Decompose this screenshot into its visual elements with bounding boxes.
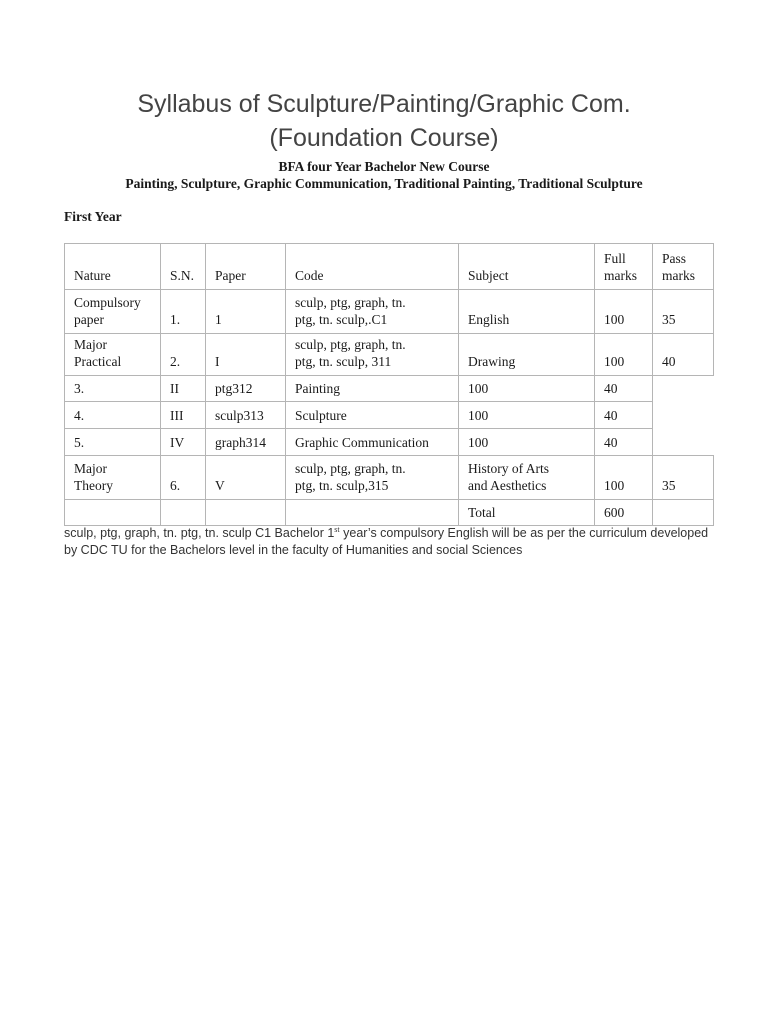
table-cell: 100 <box>594 289 653 334</box>
total-label: Total <box>458 499 595 526</box>
table-cell <box>160 499 206 526</box>
table-cell: Drawing <box>458 333 595 376</box>
header-full-marks: Full marks <box>594 243 653 290</box>
table-cell: III <box>160 401 206 429</box>
table-cell: II <box>160 375 206 402</box>
table-row-nature: Compulsory paper <box>64 289 161 334</box>
table-cell: IV <box>160 428 206 456</box>
table-cell: 2. <box>160 333 206 376</box>
table-cell <box>652 499 714 526</box>
table-cell: History of Arts and Aesthetics <box>458 455 595 500</box>
table-cell: 100 <box>458 401 595 429</box>
table-row-nature: Major Theory <box>64 455 161 500</box>
table-cell: graph314 <box>205 428 286 456</box>
year-label: First Year <box>64 209 122 224</box>
table-cell: Sculpture <box>285 401 459 429</box>
table-cell: 1 <box>205 289 286 334</box>
table-cell: sculp, ptg, graph, tn. ptg, tn. sculp,315 <box>285 455 459 500</box>
table-cell: 40 <box>594 375 653 402</box>
table-cell: 35 <box>652 455 714 500</box>
table-cell: V <box>205 455 286 500</box>
course-subtitle: BFA four Year Bachelor New Course <box>278 159 490 174</box>
table-cell: English <box>458 289 595 334</box>
table-cell: 35 <box>652 289 714 334</box>
table-cell: 5. <box>64 428 161 456</box>
page-title-line2: (Foundation Course) <box>269 124 499 152</box>
table-cell: 100 <box>594 455 653 500</box>
table-cell: 3. <box>64 375 161 402</box>
table-cell: 40 <box>594 428 653 456</box>
footnote: sculp, ptg, graph, tn. ptg, tn. sculp C1 Bachelor 1st year’s compulsory English will be as per the curriculum developed by CDC TU for the Bachelors level in the faculty of Humanities and social Sciences <box>64 524 709 557</box>
table-cell: sculp, ptg, graph, tn. ptg, tn. sculp, 311 <box>285 333 459 376</box>
table-cell <box>285 499 459 526</box>
table-cell: Painting <box>285 375 459 402</box>
header-paper: Paper <box>205 243 286 290</box>
table-cell: 100 <box>458 375 595 402</box>
programs-subtitle: Painting, Sculpture, Graphic Communication, Traditional Painting, Traditional Sculpture <box>125 176 643 191</box>
table-row-nature: Major Practical <box>64 333 161 376</box>
table-cell: ptg312 <box>205 375 286 402</box>
table-cell: Graphic Communication <box>285 428 459 456</box>
table-cell: 6. <box>160 455 206 500</box>
table-cell: I <box>205 333 286 376</box>
table-cell: 100 <box>594 333 653 376</box>
header-code: Code <box>285 243 459 290</box>
table-cell: 40 <box>652 333 714 376</box>
header-subject: Subject <box>458 243 595 290</box>
table-cell: 100 <box>458 428 595 456</box>
table-cell: 4. <box>64 401 161 429</box>
header-nature: Nature <box>64 243 161 290</box>
table-cell <box>205 499 286 526</box>
table-cell <box>64 499 161 526</box>
table-cell: sculp, ptg, graph, tn. ptg, tn. sculp,.C1 <box>285 289 459 334</box>
table-cell: sculp313 <box>205 401 286 429</box>
page-title-line1: Syllabus of Sculpture/Painting/Graphic Com. <box>137 90 631 118</box>
header-sn: S.N. <box>160 243 206 290</box>
table-cell: 1. <box>160 289 206 334</box>
table-cell: 40 <box>594 401 653 429</box>
total-value: 600 <box>594 499 653 526</box>
header-pass-marks: Pass marks <box>652 243 714 290</box>
